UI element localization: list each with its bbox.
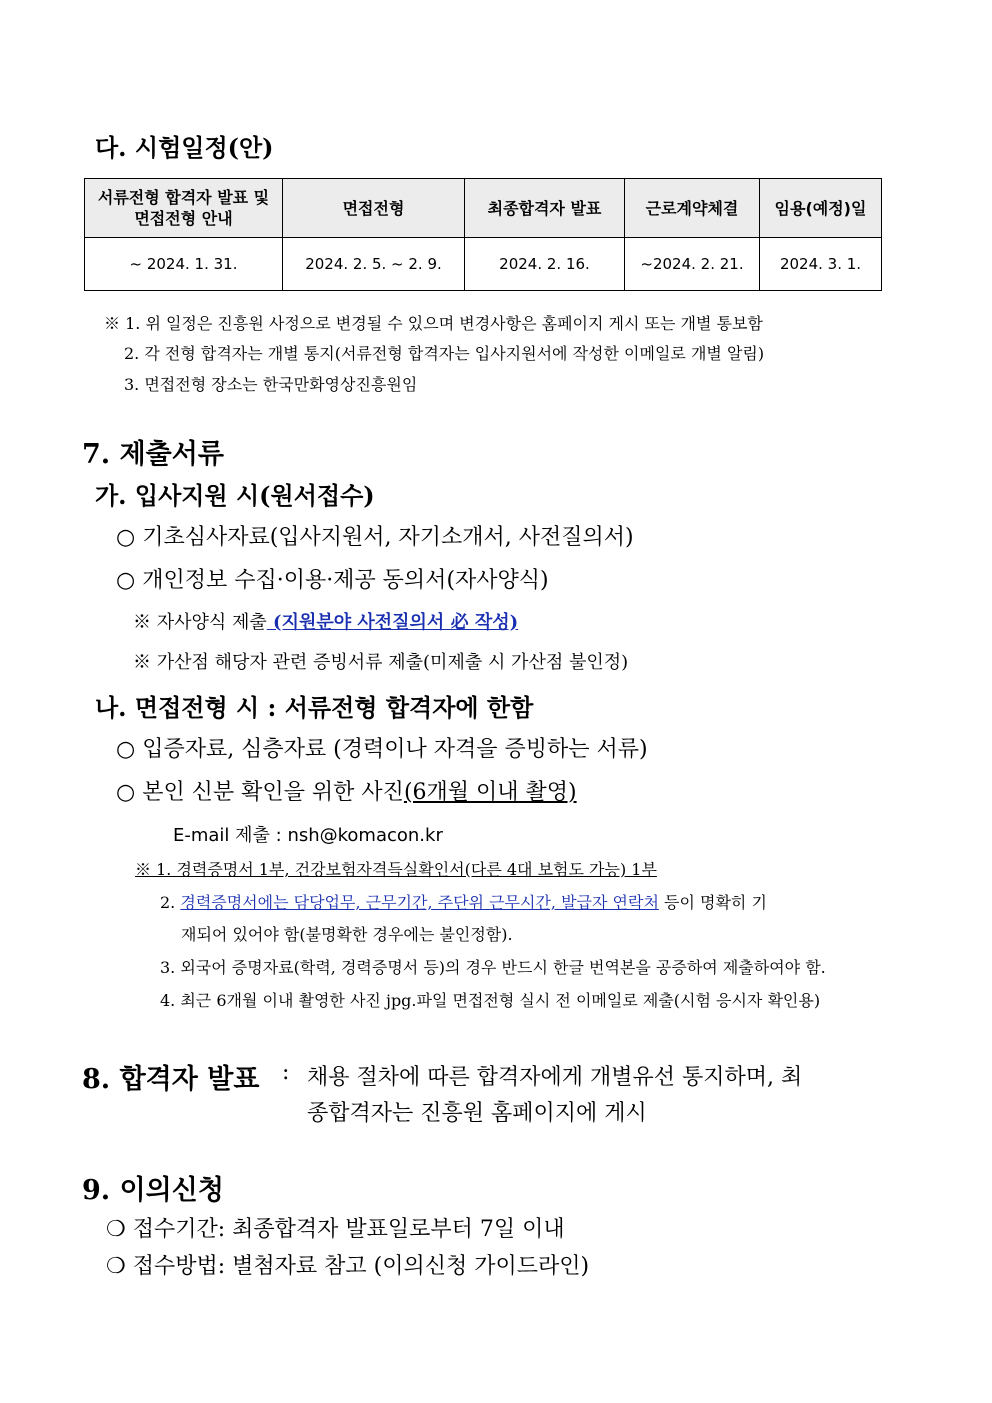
sub-a-note-1 [133,608,518,634]
date-cell: 2024. 2. 5. ~ 2. 9. [283,238,465,291]
schedule-header-row [85,179,882,238]
schedule-note-1: ※ 1. 위 일정은 진흥원 사정으로 변경될 수 있으며 변경사항은 홈페이지 게시 또는 개별 통보함 [104,314,763,333]
section8-title: 8. 합격자 발표 [82,1064,260,1095]
sub-a-item-2: ○ 개인정보 수집·이용·제공 동의서(자사양식) [116,568,549,593]
note-suffix: 등이 명확히 기 [658,893,767,912]
sub-b-note-2 [160,890,767,913]
col-header: 임용(예정)일 [760,179,882,238]
date-cell: ~2024. 2. 21. [625,238,760,291]
col-header: 최종합격자 발표 [465,179,625,238]
schedule-table [84,178,882,291]
sub-b-note-2-cont: 재되어 있어야 함(불명확한 경우에는 불인정함). [181,925,513,944]
note-prefix: ※ 자사양식 제출 [133,612,267,633]
email-line: E-mail 제출 : nsh@komacon.kr [173,825,443,846]
item-underline: (6개월 이내 촬영) [403,780,577,805]
sub-b-item-1: ○ 입증자료, 심층자료 (경력이나 자격을 증빙하는 서류) [116,737,648,762]
section8-colon: : [282,1060,290,1085]
sub-b-item-2 [116,775,577,806]
date-cell: 2024. 3. 1. [760,238,882,291]
item-prefix: ○ 본인 신분 확인을 위한 사진 [116,780,404,805]
col-header: 면접전형 [283,179,465,238]
section9-item-2: ❍ 접수방법: 별첨자료 참고 (이의신청 가이드라인) [106,1254,590,1279]
sub-b-note-1 [135,857,657,880]
sub-b-note-3: 3. 외국어 증명자료(학력, 경력증명서 등)의 경우 반드시 한글 번역본을 공증하여 제출하여야 함. [160,958,826,977]
schedule-heading: 다. 시험일정(안) [95,133,274,162]
sub-b-note-4: 4. 최근 6개월 이내 촬영한 사진 jpg.파일 면접전형 실시 전 이메일로 제출(시험 응시자 확인용) [160,991,821,1010]
schedule-note-2: 2. 각 전형 합격자는 개별 통지(서류전형 합격자는 입사지원서에 작성한 이메일로 개별 알림) [124,344,765,363]
date-cell: 2024. 2. 16. [465,238,625,291]
section8-line-2: 종합격자는 진흥원 홈페이지에 게시 [307,1101,647,1126]
col-header: 서류전형 합격자 발표 및 면접전형 안내 [85,179,283,238]
note-prefix: 2. [160,893,181,912]
section7-sub-b-title: 나. 면접전형 시 : 서류전형 합격자에 한함 [95,693,534,722]
date-cell: ~ 2024. 1. 31. [85,238,283,291]
section8-line-1: 채용 절차에 따른 합격자에게 개별유선 통지하며, 최 [307,1065,803,1090]
note-highlight: 경력증명서에는 담당업무, 근무기간, 주단위 근무시간, 발급자 연락처 [180,893,659,912]
sub-a-item-1: ○ 기초심사자료(입사지원서, 자기소개서, 사전질의서) [116,525,634,550]
note-highlight: (지원분야 사전질의서 必 작성) [266,612,519,633]
schedule-note-3: 3. 면접전형 장소는 한국만화영상진흥원임 [124,375,418,394]
col-header: 근로계약체결 [625,179,760,238]
section9-title: 9. 이의신청 [82,1175,224,1206]
sub-a-note-2: ※ 가산점 해당자 관련 증빙서류 제출(미제출 시 가산점 불인정) [133,652,629,673]
section9-item-1: ❍ 접수기간: 최종합격자 발표일로부터 7일 이내 [106,1217,565,1242]
note-text: ※ 1. 경력증명서 1부, 건강보험자격득실확인서(다른 4대 보험도 가능) 1부 [135,860,657,879]
schedule-date-row [85,238,882,291]
section7-sub-a-title: 가. 입사지원 시(원서접수) [95,481,375,510]
section7-title: 7. 제출서류 [82,439,224,470]
